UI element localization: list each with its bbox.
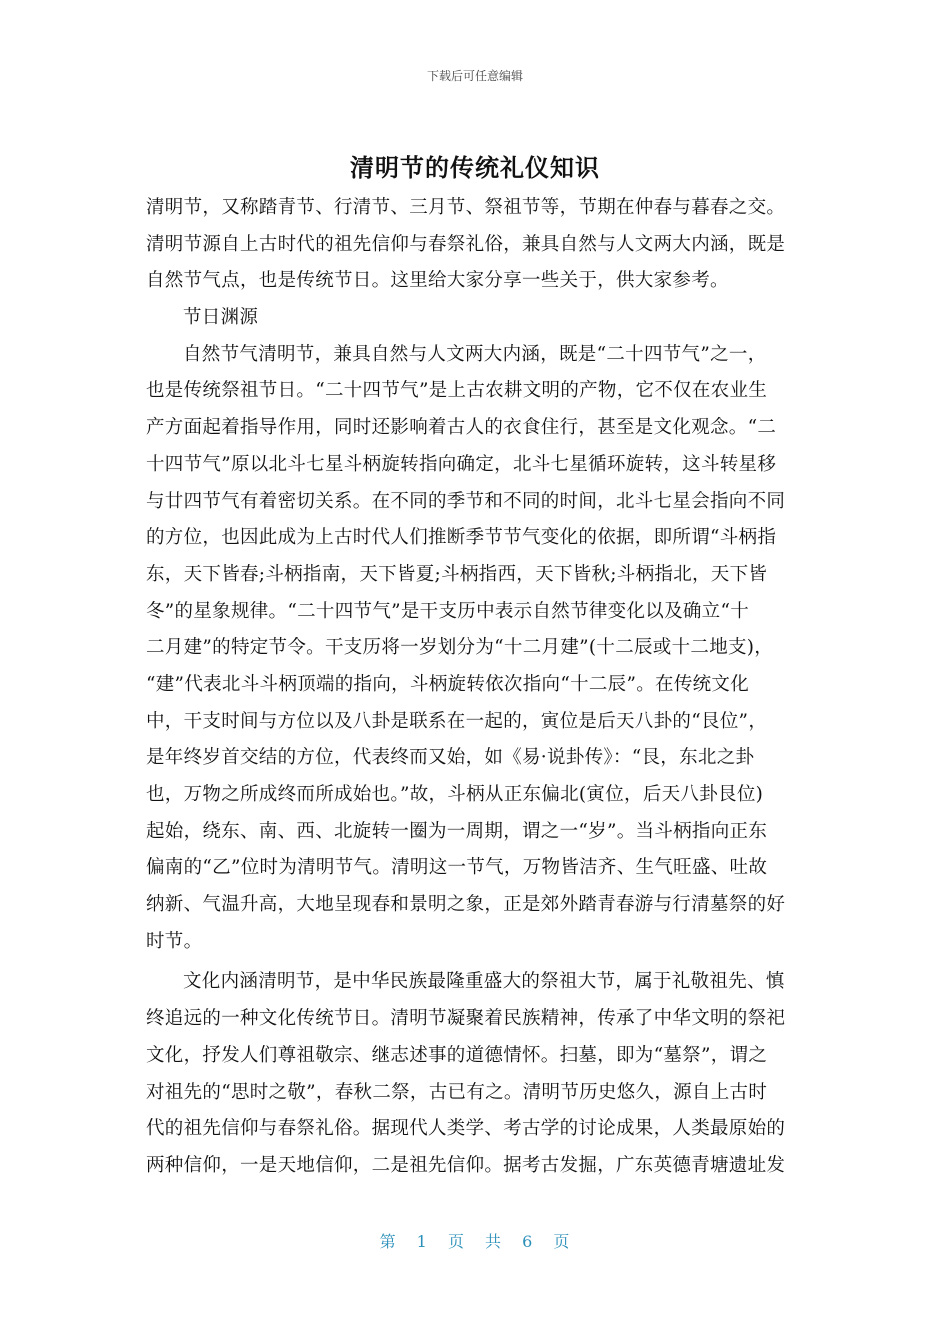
text-line: 十四节气”原以北斗七星斗柄旋转指向确定，北斗七星循环旋转，这斗转星移 [146,453,777,475]
text-line: 代的祖先信仰与春祭礼俗。据现代人类学、考古学的讨论成果，人类最原始的 [146,1118,786,1140]
text-line: 清明节，又称踏青节、行清节、三月节、祭祖节等，节期在仲春与暮春之交。 [146,197,786,218]
text-line: 文化内涵清明节，是中华民族最隆重盛大的祭祖大节，属于礼敬祖先、慎 [183,971,785,993]
text-line: “建”代表北斗斗柄顶端的指向，斗柄旋转依次指向“十二辰”。在传统文化 [146,673,750,695]
text-line: 两种信仰，一是天地信仰，二是祖先信仰。据考古发掘，广东英德青塘遗址发 [146,1154,786,1176]
intro-paragraph [146,190,806,300]
page-number: 第 1 页 共 6 页 [379,1232,571,1251]
text-line: 产方面起着指导作用，同时还影响着古人的衣食住行，甚至是文化观念。“二 [146,417,777,439]
text-line: 自然节气点，也是传统节日。这里给大家分享一些关于，供大家参考。 [146,270,729,292]
section-heading: 节日渊源 [183,307,259,329]
text-line: 对祖先的“思时之敬”，春秋二祭，古已有之。清明节历史悠久，源自上古时 [146,1081,768,1103]
download-note: 下载后可任意编辑 [426,69,523,83]
text-line: 时节。 [146,930,203,952]
text-line: 也，万物之所成终而所成始也。”故，斗柄从正东偏北(寅位，后天八卦艮位) [146,784,764,805]
text-line: 起始，绕东、南、西、北旋转一圈为一周期，谓之一“岁”。当斗柄指向正东 [146,820,768,842]
text-line: 偏南的“乙”位时为清明节气。清明这一节气，万物皆洁齐、生气旺盛、吐故 [146,857,768,879]
text-line: 中，干支时间与方位以及八卦是联系在一起的，寅位是后天八卦的“艮位”， [146,710,768,732]
text-line: 文化，抒发人们尊祖敬宗、继志述事的道德情怀。扫墓，即为“墓祭”，谓之 [146,1044,768,1066]
text-line: 是年终岁首交结的方位，代表终而又始，如《易·说卦传》：“艮，东北之卦 [146,747,755,769]
document-body [146,190,806,1185]
text-line: 纳新、气温升高，大地呈现春和景明之象，正是郊外踏青春游与行清墓祭的好 [146,894,786,916]
text-line: 清明节源自上古时代的祖先信仰与春祭礼俗，兼具自然与人文两大内涵，既是 [146,233,786,255]
text-line: 自然节气清明节，兼具自然与人文两大内涵，既是“二十四节气”之一， [183,343,767,365]
paragraph-culture [146,964,806,1184]
text-line: 的方位，也因此成为上古时代人们推断季节节气变化的依据，即所谓“斗柄指 [146,527,777,549]
document-title: 清明节的传统礼仪知识 [350,154,600,182]
text-line: 二月建”的特定节令。干支历将一岁划分为“十二月建”(十二辰或十二地支)， [146,637,774,659]
paragraph-origin [146,337,806,961]
text-line: 与廿四节气有着密切关系。在不同的季节和不同的时间，北斗七星会指向不同 [146,490,786,512]
text-line: 东，天下皆春;斗柄指南，天下皆夏;斗柄指西，天下皆秋;斗柄指北，天下皆 [146,563,768,585]
text-line: 也是传统祭祖节日。“二十四节气”是上古农耕文明的产物，它不仅在农业生 [146,380,768,402]
text-line: 冬”的星象规律。“二十四节气”是干支历中表示自然节律变化以及确立“十 [146,600,750,622]
text-line: 终追远的一种文化传统节日。清明节凝聚着民族精神，传承了中华文明的祭祀 [146,1008,786,1030]
